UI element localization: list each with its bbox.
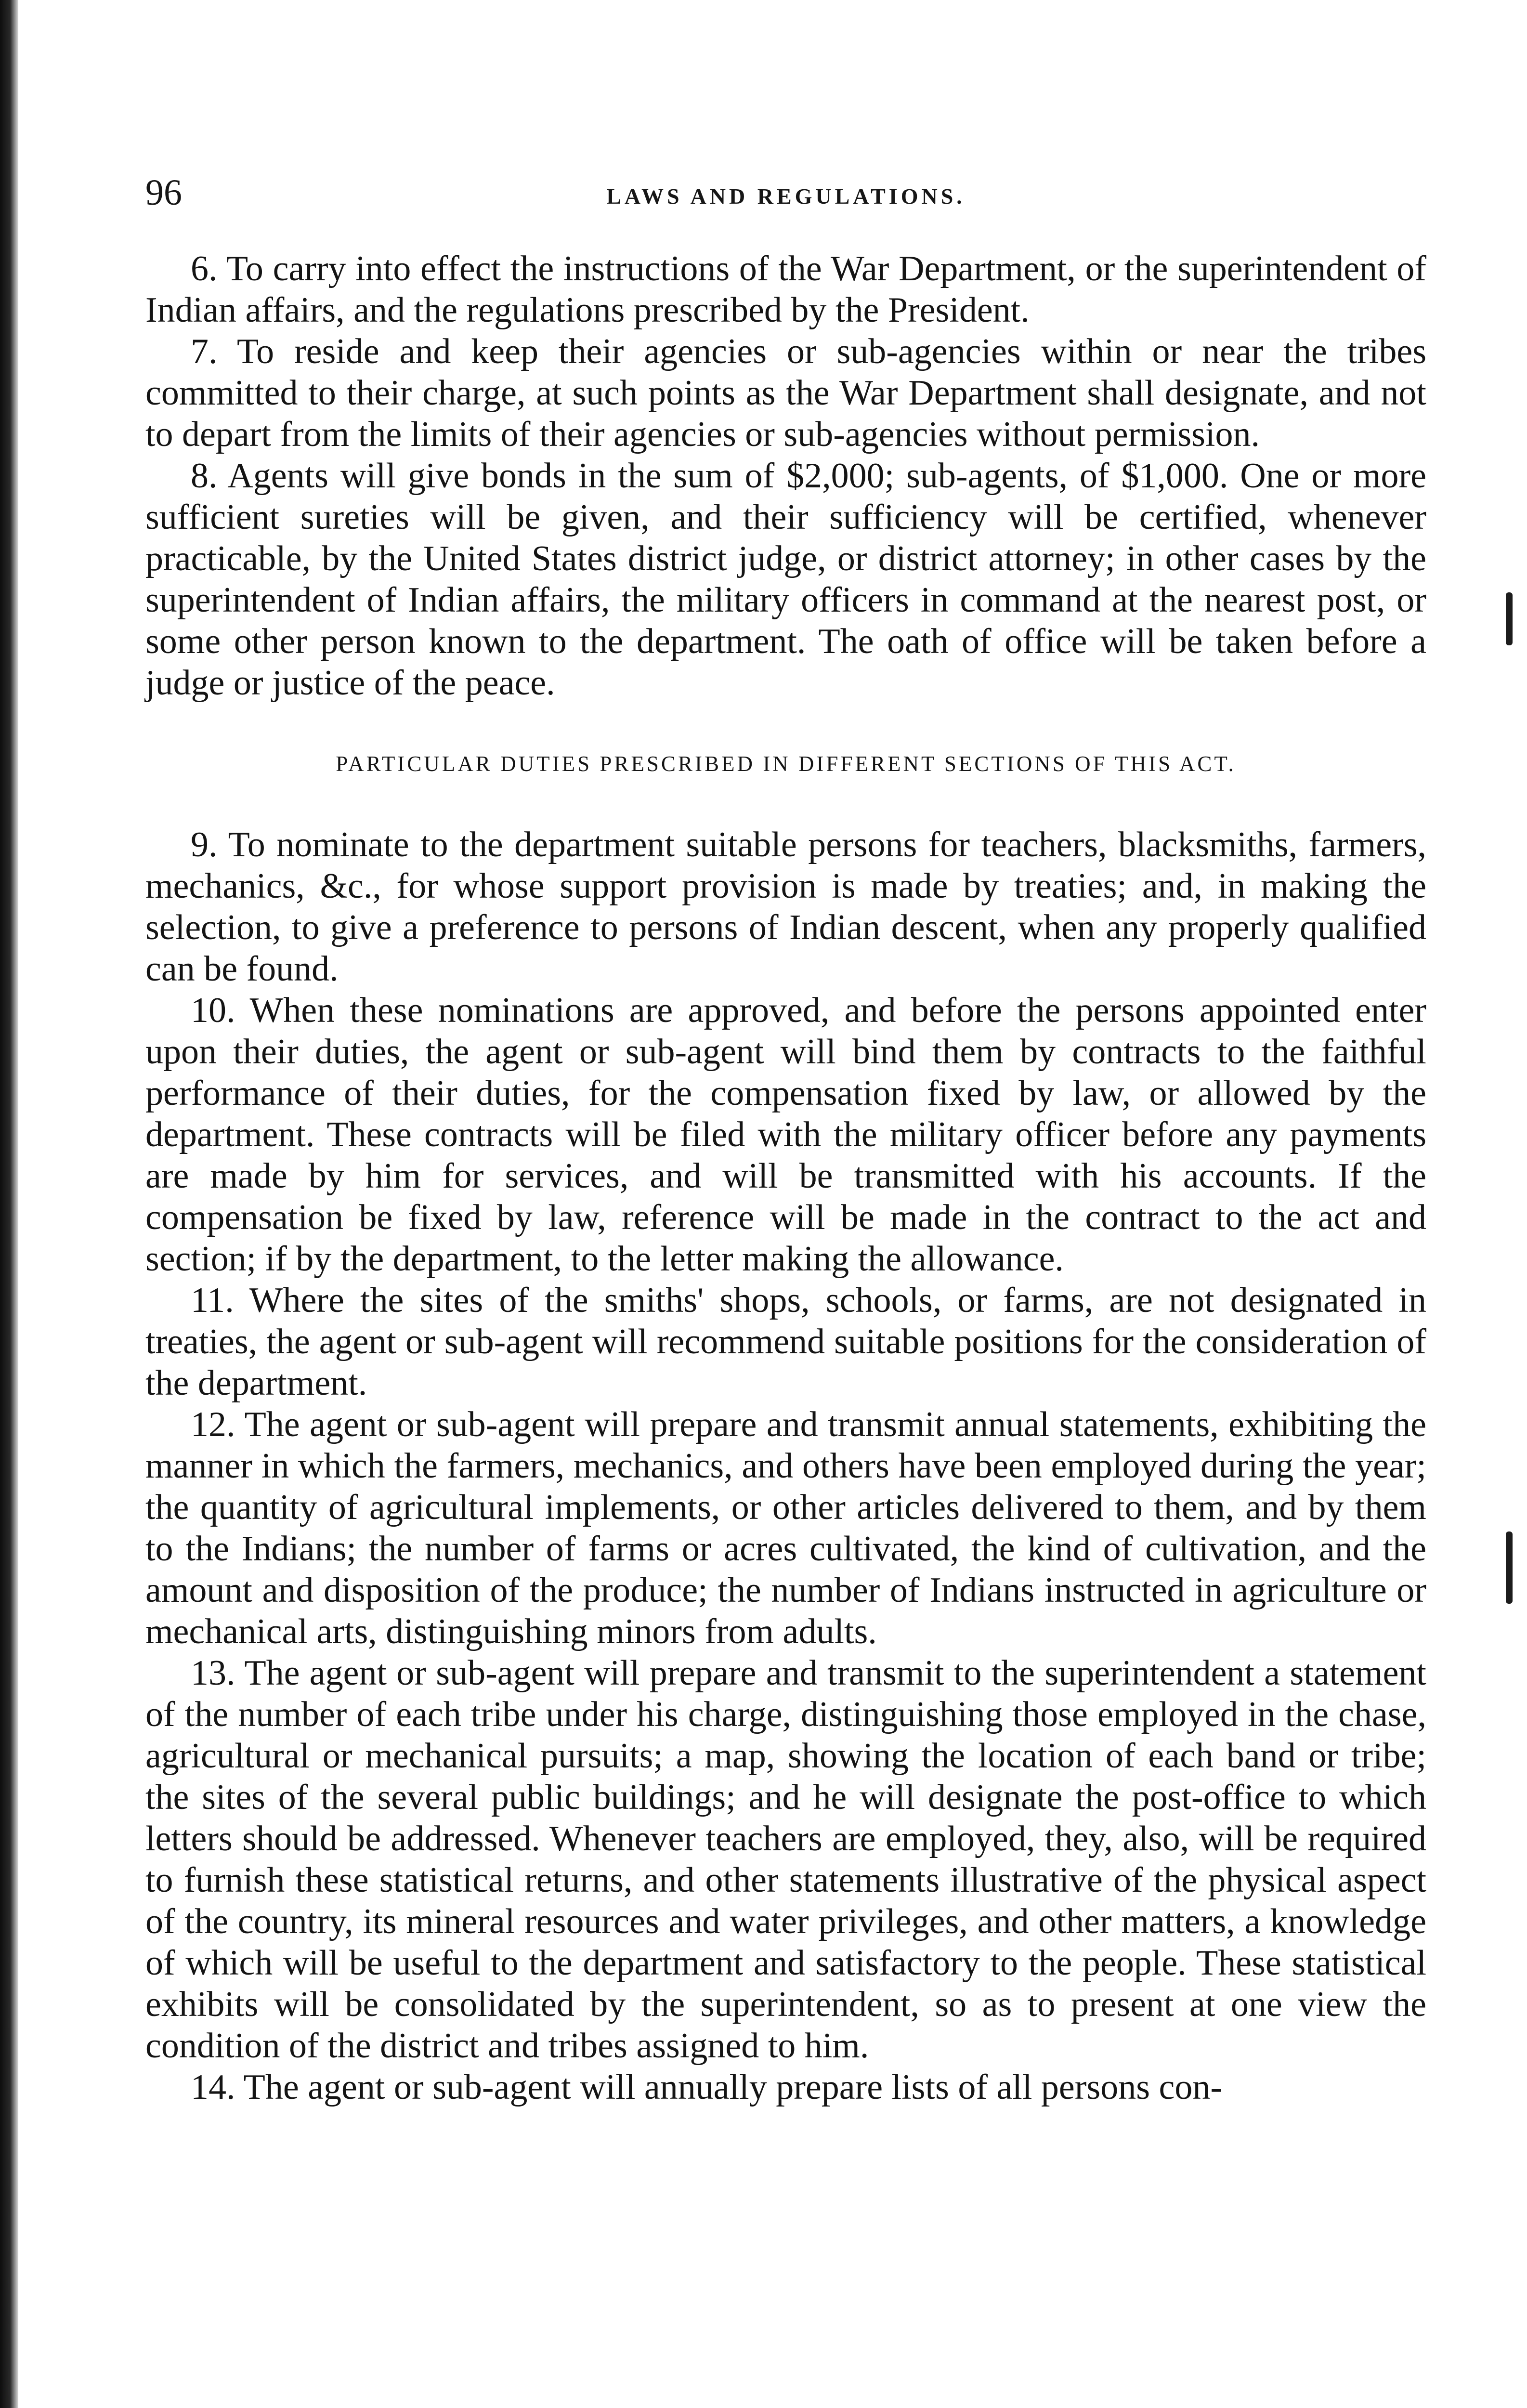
running-title: LAWS AND REGULATIONS. <box>606 184 966 209</box>
paragraph-14: 14. The agent or sub-agent will annually prepare lists of all persons con- <box>191 2068 1222 2107</box>
paragraph-9: 9. To nominate to the department suitable persons for teachers, blacksmiths, farmers, mechanics, &c., for whose support provision is made by treaties; and, in making the selection, to give a preference to persons of Indian descent, when any properly qualified can be found. <box>145 825 1426 989</box>
page-number: 96 <box>145 172 182 213</box>
paragraph-7: 7. To reside and keep their agencies or sub-agencies within or near the tribes committed to their charge, at such points as the War Department shall designate, and not to depart from the limits of their agencies or sub-agencies without permission. <box>145 332 1426 454</box>
paragraph-11: 11. Where the sites of the smiths' shops, schools, or farms, are not designated in treaties, the agent or sub-agent will recommend suitable positions for the consideration of the department. <box>145 1281 1426 1403</box>
paragraph-12: 12. The agent or sub-agent will prepare and transmit annual statements, exhibiting the manner in which the farmers, mechanics, and others have been employed during the year; the quantity of agricultural implements, or other articles delivered to them, and by them to the Indians; the number of farms or acres cultivated, the kind of cultivation, and the amount and disposition of the produce; the number of Indians instructed in agriculture or mechanical arts, distinguishing minors from adults. <box>145 1405 1426 1651</box>
body-text <box>145 248 1426 2108</box>
section-heading: PARTICULAR DUTIES PRESCRIBED IN DIFFERENT SECTIONS OF THIS ACT. <box>336 752 1236 776</box>
page-left-shadow <box>0 0 18 2408</box>
margin-mark <box>1506 592 1513 645</box>
paragraph-8: 8. Agents will give bonds in the sum of $2,000; sub-agents, of $1,000. One or more sufficient sureties will be given, and their sufficiency will be certified, whenever practicable, by the United States district judge, or district attorney; in other cases by the superintendent of Indian affairs, the military officers in command at the nearest post, or some other person known to the department. The oath of office will be taken before a judge or justice of the peace. <box>145 456 1426 703</box>
paragraph-13: 13. The agent or sub-agent will prepare and transmit to the superintendent a statement of the number of each tribe under his charge, distinguishing those employed in the chase, agricultural or mechanical pursuits; a map, showing the location of each band or tribe; the sites of the several public buildings; and he will designate the post-office to which letters should be addressed. Whenever teachers are employed, they, also, will be required to furnish these statistical returns, and other statements illustrative of the physical aspect of the country, its mineral resources and water privileges, and other matters, a knowledge of which will be useful to the department and satisfactory to the people. These statistical exhibits will be consolidated by the superintendent, so as to present at one view the condition of the district and tribes assigned to him. <box>145 1653 1426 2066</box>
paragraph-10: 10. When these nominations are approved, and before the persons appointed enter upon their duties, the agent or sub-agent will bind them by contracts to the faithful performance of their duties, for the compensation fixed by law, or allowed by the department. These contracts will be filed with the military officer before any payments are made by him for services, and will be transmitted with his accounts. If the compensation be fixed by law, reference will be made in the contract to the act and section; if by the department, to the letter making the allowance. <box>145 991 1426 1279</box>
paragraph-6: 6. To carry into effect the instructions of the War Department, or the superintendent of Indian affairs, and the regulations prescribed by the President. <box>145 249 1426 330</box>
margin-mark <box>1506 1531 1513 1604</box>
running-head <box>145 169 1426 217</box>
